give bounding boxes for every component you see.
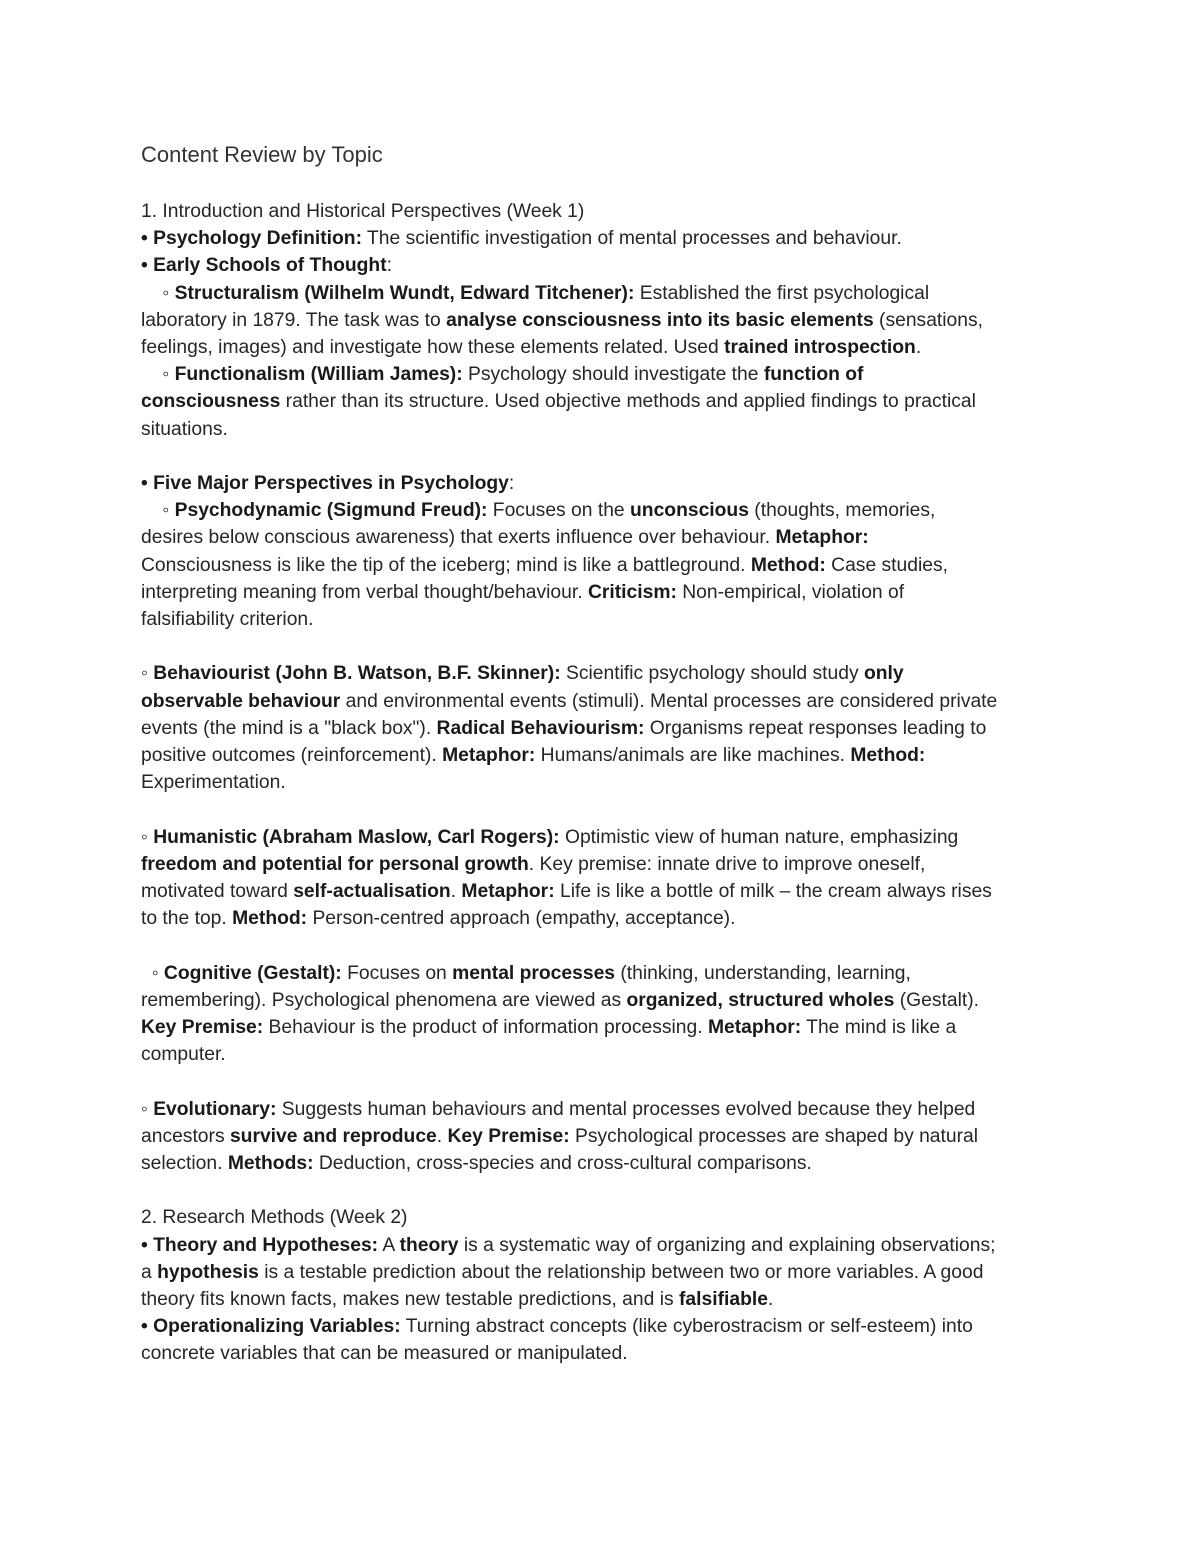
- text-line: [141, 715, 1071, 742]
- bold-term: ◦ Evolutionary:: [141, 1098, 277, 1120]
- text-run: remembering). Psychological phenomena are viewed as: [141, 989, 627, 1011]
- text-line: [141, 1232, 1071, 1259]
- bold-term: Metaphor:: [707, 1017, 802, 1039]
- blank-line: [141, 633, 1071, 660]
- bold-term: • Five Major Perspectives in Psychology: [141, 473, 509, 495]
- text-line: [141, 307, 1071, 334]
- text-run: and environmental events (stimuli). Mental processes are considered private: [340, 690, 998, 712]
- bold-term: unconscious: [630, 500, 749, 522]
- text-line: [141, 960, 1071, 987]
- text-run: Organisms repeat responses leading to: [644, 717, 987, 739]
- text-run: is a testable prediction about the relationship between two or more variables. A good: [258, 1261, 984, 1283]
- text-line: [141, 334, 1071, 361]
- bold-term: ◦ Psychodynamic (Sigmund Freud):: [141, 500, 488, 522]
- text-line: [141, 1313, 1071, 1340]
- text-line: [141, 987, 1071, 1014]
- bold-term: Method:: [232, 908, 308, 930]
- bold-term: trained introspection: [724, 337, 916, 359]
- bold-term: Method:: [750, 554, 826, 576]
- text-run: concrete variables that can be measured or manipulated.: [141, 1343, 628, 1365]
- text-run: desires below conscious awareness) that exerts influence over behaviour.: [141, 527, 776, 549]
- text-line: [141, 1123, 1071, 1150]
- text-run: :: [386, 255, 392, 277]
- text-line: [141, 851, 1071, 878]
- text-run: Deduction, cross-species and cross-cultural comparisons.: [313, 1153, 812, 1175]
- bold-term: Metaphor:: [775, 527, 869, 549]
- text-line: [141, 1286, 1071, 1313]
- bold-term: only: [863, 663, 904, 685]
- text-line: [141, 1204, 1071, 1231]
- bold-term: survive and reproduce: [229, 1125, 437, 1147]
- text-run: (Gestalt).: [894, 989, 979, 1011]
- text-run: situations.: [141, 418, 228, 440]
- text-line: [141, 1014, 1071, 1041]
- text-run: Humans/animals are like machines.: [535, 745, 851, 767]
- blank-line: [141, 1068, 1071, 1095]
- document-title: Content Review by Topic: [141, 142, 383, 167]
- text-run: falsifiability criterion.: [141, 609, 314, 631]
- text-run: Life is like a bottle of milk – the cream always rises: [554, 881, 992, 903]
- text-run: Established the first psychological: [634, 282, 930, 304]
- bold-term: function of: [763, 364, 864, 386]
- text-run: Case studies,: [825, 554, 948, 576]
- text-run: Non-empirical, violation of: [676, 581, 905, 603]
- document-page: [141, 140, 1071, 1368]
- text-line: [141, 660, 1071, 687]
- text-run: ancestors: [141, 1125, 230, 1147]
- bold-term: ◦ Humanistic (Abraham Maslow, Carl Rogers):: [141, 826, 560, 848]
- bold-term: hypothesis: [157, 1261, 259, 1283]
- text-run: 1. Introduction and Historical Perspectives (Week 1): [141, 201, 585, 222]
- text-line: [141, 1096, 1071, 1123]
- bold-term: Criticism:: [587, 581, 677, 603]
- text-run: (thoughts, memories,: [748, 500, 936, 522]
- text-run: Focuses on the: [487, 500, 631, 522]
- bold-term: Methods:: [227, 1153, 314, 1175]
- text-run: selection.: [141, 1153, 228, 1175]
- text-run: .: [436, 1125, 448, 1147]
- bold-term: freedom and potential for personal growth: [141, 853, 529, 875]
- text-line: [141, 688, 1071, 715]
- text-run: to the top.: [141, 908, 233, 930]
- bold-term: Metaphor:: [442, 745, 536, 767]
- text-run: is a systematic way of organizing and explaining observations;: [458, 1234, 996, 1256]
- blank-line: [141, 443, 1071, 470]
- text-run: .: [767, 1289, 774, 1311]
- text-line: [141, 280, 1071, 307]
- text-line: [141, 742, 1071, 769]
- text-line: [141, 1150, 1071, 1177]
- blank-line: [141, 796, 1071, 823]
- text-run: (sensations,: [873, 309, 984, 331]
- text-run: Behaviour is the product of information processing.: [263, 1017, 708, 1039]
- text-line: [141, 524, 1071, 551]
- bold-term: • Psychology Definition:: [141, 228, 363, 250]
- document-body: [141, 198, 1071, 1368]
- text-line: [141, 552, 1071, 579]
- text-run: 2. Research Methods (Week 2): [141, 1207, 408, 1229]
- bold-term: mental processes: [452, 962, 616, 984]
- bold-term: Metaphor:: [461, 881, 555, 903]
- text-run: Scientific psychology should study: [560, 663, 864, 685]
- text-run: Optimistic view of human nature, emphasizing: [559, 826, 959, 848]
- text-run: Focuses on: [341, 962, 453, 984]
- text-run: A: [378, 1234, 400, 1256]
- bold-term: Method:: [850, 745, 926, 767]
- text-run: Experimentation.: [141, 772, 286, 794]
- text-run: events (the mind is a "black box").: [141, 717, 437, 739]
- text-line: [141, 416, 1071, 443]
- bold-term: • Early Schools of Thought: [141, 255, 387, 277]
- bold-term: Key Premise:: [141, 1017, 264, 1039]
- text-run: .: [450, 881, 462, 903]
- text-line: [141, 225, 1071, 252]
- bold-term: analyse consciousness into its basic elements: [446, 309, 874, 331]
- text-line: [141, 606, 1071, 633]
- text-run: rather than its structure. Used objective methods and applied findings to practical: [280, 391, 976, 413]
- text-run: Consciousness is like the tip of the iceberg; mind is like a battleground.: [141, 554, 751, 576]
- text-run: laboratory in 1879. The task was to: [141, 309, 447, 331]
- bold-term: ◦ Behaviourist (John B. Watson, B.F. Skinner):: [141, 663, 561, 685]
- text-run: (thinking, understanding, learning,: [615, 962, 911, 984]
- bold-term: falsifiable: [679, 1289, 768, 1311]
- blank-line: [141, 932, 1071, 959]
- text-run: interpreting meaning from verbal thought/behaviour.: [141, 581, 588, 603]
- text-run: :: [508, 473, 515, 495]
- text-run: Suggests human behaviours and mental processes evolved because they helped: [276, 1098, 976, 1120]
- text-run: Psychological processes are shaped by natural: [569, 1125, 979, 1147]
- text-run: The scientific investigation of mental processes and behaviour.: [362, 228, 902, 250]
- text-line: [141, 905, 1071, 932]
- text-line: [141, 1041, 1071, 1068]
- bold-term: organized, structured wholes: [626, 989, 895, 1011]
- bold-term: theory: [399, 1234, 459, 1256]
- text-run: a: [141, 1261, 158, 1283]
- bold-term: self-actualisation: [293, 881, 451, 903]
- text-run: . Key premise: innate drive to improve oneself,: [528, 853, 926, 875]
- text-run: .: [915, 337, 922, 359]
- bold-term: • Operationalizing Variables:: [141, 1316, 401, 1338]
- text-run: Person-centred approach (empathy, acceptance).: [307, 908, 736, 930]
- text-line: [141, 1259, 1071, 1286]
- text-line: [141, 1340, 1071, 1367]
- bold-term: observable behaviour: [141, 690, 341, 712]
- text-line: [141, 878, 1071, 905]
- text-run: Psychology should investigate the: [462, 364, 764, 386]
- text-run: theory fits known facts, makes new testable predictions, and is: [141, 1289, 679, 1311]
- text-run: motivated toward: [141, 881, 294, 903]
- text-line: [141, 470, 1071, 497]
- text-run: feelings, images) and investigate how these elements related. Used: [141, 337, 725, 359]
- bold-term: ◦ Cognitive (Gestalt):: [141, 962, 342, 984]
- bold-term: Key Premise:: [447, 1125, 570, 1147]
- bold-term: • Theory and Hypotheses:: [141, 1234, 379, 1256]
- bold-term: consciousness: [141, 391, 281, 413]
- text-run: positive outcomes (reinforcement).: [141, 745, 443, 767]
- text-line: [141, 198, 1071, 225]
- text-run: The mind is like a: [801, 1017, 957, 1039]
- text-line: [141, 579, 1071, 606]
- bold-term: ◦ Functionalism (William James):: [141, 364, 463, 386]
- blank-line: [141, 1177, 1071, 1204]
- bold-term: Radical Behaviourism:: [436, 717, 645, 739]
- text-line: [141, 824, 1071, 851]
- bold-term: ◦ Structuralism (Wilhelm Wundt, Edward Titchener):: [141, 282, 635, 304]
- text-run: computer.: [141, 1044, 226, 1066]
- text-line: [141, 769, 1071, 796]
- text-line: [141, 388, 1071, 415]
- text-line: [141, 361, 1071, 388]
- text-line: [141, 252, 1071, 279]
- text-line: [141, 497, 1071, 524]
- text-run: Turning abstract concepts (like cyberostracism or self-esteem) into: [400, 1316, 973, 1338]
